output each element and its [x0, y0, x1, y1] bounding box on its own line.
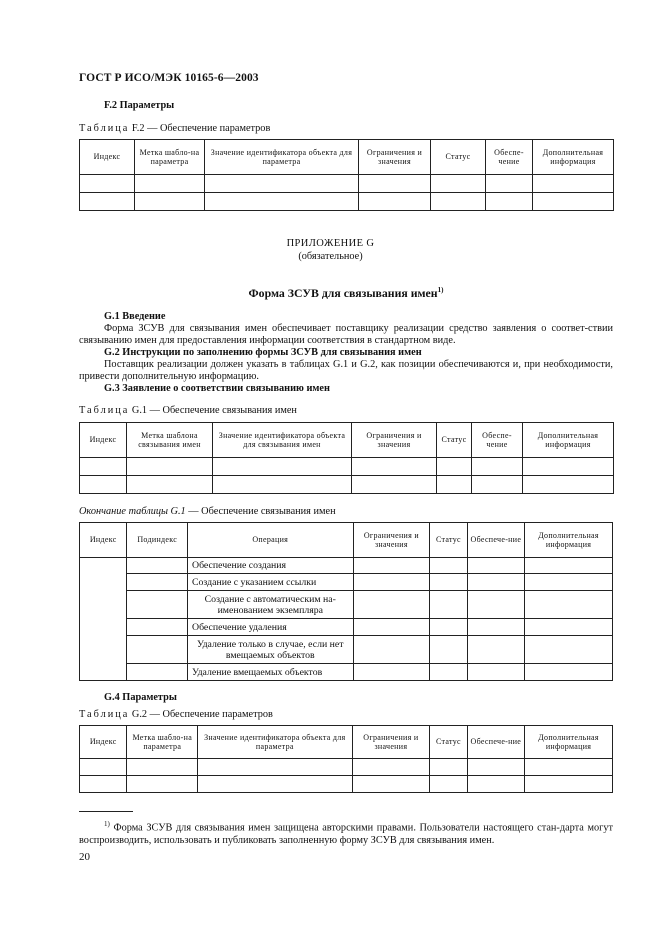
col-header: Дополнительная информация: [523, 423, 614, 458]
footnote-text: Форма ЗСУВ для связывания имен защищена авторскими правами. Пользователи настоящего стан-дарта могут воспроизводить, использовать и публиковать заполненную форму ЗСУВ для связывания имен.: [79, 822, 613, 846]
table-cell[interactable]: [467, 776, 525, 793]
table-cell[interactable]: [467, 574, 525, 591]
table-cell[interactable]: [127, 636, 188, 664]
table-cell[interactable]: [135, 193, 205, 211]
table-cell[interactable]: [353, 591, 430, 619]
table-cell[interactable]: [472, 458, 523, 476]
table-cell[interactable]: [127, 759, 198, 776]
table-cell[interactable]: [80, 458, 127, 476]
col-header: Индекс: [80, 140, 135, 175]
table-cell[interactable]: [430, 591, 467, 619]
col-header: Метка шабло-на параметра: [127, 726, 198, 759]
table-cell[interactable]: [467, 591, 525, 619]
col-header: Метка шаблона связывания имен: [127, 423, 213, 458]
form-title: [0, 286, 661, 301]
table-cell[interactable]: [127, 574, 188, 591]
table-row: [80, 175, 614, 193]
col-header: Статус: [430, 523, 467, 558]
table-cell[interactable]: [127, 591, 188, 619]
table-header-row: [80, 523, 613, 558]
col-header: Метка шабло-на параметра: [135, 140, 205, 175]
table-cell[interactable]: [525, 636, 613, 664]
table-cell[interactable]: [213, 476, 352, 494]
operation-cell: Удаление только в случае, если нет вмещаемых объектов: [188, 636, 354, 664]
col-header: Дополнительная информация: [533, 140, 614, 175]
col-header: Индекс: [80, 726, 127, 759]
table-cell[interactable]: [486, 193, 533, 211]
table-cell[interactable]: [467, 636, 525, 664]
table-cell[interactable]: [80, 193, 135, 211]
col-header: Индекс: [80, 423, 127, 458]
table-cell[interactable]: [127, 558, 188, 574]
table-cell[interactable]: [525, 664, 613, 681]
table-row: [80, 476, 614, 494]
col-header: Ограничения и значения: [352, 423, 437, 458]
caption-prefix: Таблица: [79, 405, 130, 416]
table-cell[interactable]: [430, 664, 467, 681]
table-g2-caption: [79, 709, 273, 720]
table-cell[interactable]: [353, 574, 430, 591]
table-cell[interactable]: [353, 558, 430, 574]
table-cell[interactable]: [525, 591, 613, 619]
table-cell[interactable]: [127, 458, 213, 476]
footnote-ref[interactable]: 1): [437, 286, 444, 295]
table-cell[interactable]: [437, 458, 472, 476]
operation-cell: Создание с указанием ссылки: [188, 574, 354, 591]
table-cell[interactable]: [431, 175, 486, 193]
annex-title: ПРИЛОЖЕНИЕ G: [286, 238, 375, 249]
footnote: [79, 818, 613, 847]
table-cell[interactable]: [127, 476, 213, 494]
table-row: [80, 664, 613, 681]
col-header: Ограничения и значения: [359, 140, 431, 175]
col-header: Обеспече-ние: [467, 523, 525, 558]
col-header: Индекс: [80, 523, 127, 558]
table-cell[interactable]: [352, 458, 437, 476]
section-g2-text: Поставщик реализации должен указать в таблицах G.1 и G.2, как позиции обеспечиваются и, при необходимости, привести дополнительную информацию.: [79, 359, 613, 382]
table-g1-continuation-caption: [79, 506, 336, 517]
table-cell[interactable]: [467, 619, 525, 636]
caption-text: F.2 — Обеспечение параметров: [129, 123, 271, 134]
table-row: [80, 759, 613, 776]
table-cell[interactable]: [352, 759, 430, 776]
caption-prefix: Таблица: [79, 123, 130, 134]
page-number: 20: [79, 851, 90, 863]
col-header: Статус: [437, 423, 472, 458]
table-cell[interactable]: [467, 664, 525, 681]
section-g1-text: Форма ЗСУВ для связывания имен обеспечивает поставщику реализации средство заявления о соответ-ствии связыванию имен для предоставления информации соответствия в стандартном виде.: [79, 323, 613, 346]
table-row: [80, 776, 613, 793]
table-row: [80, 558, 613, 574]
caption-text: — Обеспечение связывания имен: [185, 506, 336, 517]
caption-italic: Окончание таблицы G.1: [79, 506, 186, 517]
footnote-mark: 1): [104, 820, 110, 828]
table-cell[interactable]: [353, 636, 430, 664]
table-cell[interactable]: [430, 574, 467, 591]
table-cell[interactable]: [127, 776, 198, 793]
col-header: Дополнительная информация: [525, 726, 613, 759]
table-cell[interactable]: [525, 759, 613, 776]
table-cell[interactable]: [205, 193, 359, 211]
table-cell[interactable]: [127, 619, 188, 636]
footnote-divider: [79, 811, 133, 812]
table-header-row: [80, 140, 614, 175]
table-f2-caption: [79, 123, 270, 134]
col-header: Дополнительная информация: [525, 523, 613, 558]
table-cell[interactable]: [430, 558, 467, 574]
col-header: Ограничения и значения: [352, 726, 430, 759]
table-row: [80, 458, 614, 476]
table-cell[interactable]: [533, 193, 614, 211]
col-header: Обеспече-ние: [467, 726, 525, 759]
table-cell[interactable]: [353, 619, 430, 636]
table-cell[interactable]: [430, 636, 467, 664]
section-g1-heading: G.1 Введение: [104, 311, 166, 322]
table-g1: [79, 422, 614, 494]
section-g4-heading: G.4 Параметры: [104, 692, 177, 703]
operation-cell: Обеспечение создания: [188, 558, 354, 574]
table-row: [80, 591, 613, 619]
caption-prefix: Таблица: [79, 709, 130, 720]
section-g3-heading: G.3 Заявление о соответствии связыванию имен: [104, 383, 330, 394]
table-cell[interactable]: [359, 193, 431, 211]
document-header: ГОСТ Р ИСО/МЭК 10165-6—2003: [79, 72, 259, 84]
table-cell[interactable]: [467, 558, 525, 574]
caption-text: G.2 — Обеспечение параметров: [129, 709, 273, 720]
table-cell[interactable]: [467, 759, 525, 776]
col-header: Статус: [430, 726, 467, 759]
table-cell[interactable]: [430, 759, 467, 776]
table-cell[interactable]: [523, 476, 614, 494]
table-cell[interactable]: [437, 476, 472, 494]
table-cell[interactable]: [135, 175, 205, 193]
table-cell[interactable]: [198, 776, 352, 793]
table-cell[interactable]: [198, 759, 352, 776]
table-header-row: [80, 726, 613, 759]
table-cell[interactable]: [525, 558, 613, 574]
table-g2: [79, 725, 613, 793]
caption-text: G.1 — Обеспечение связывания имен: [129, 405, 297, 416]
table-cell[interactable]: [525, 619, 613, 636]
col-header: Ограничения и значения: [353, 523, 430, 558]
table-cell[interactable]: [486, 175, 533, 193]
form-title-text: Форма ЗСУВ для связывания имен: [248, 286, 438, 300]
section-g2-heading: G.2 Инструкции по заполнению формы ЗСУВ для связывания имен: [104, 347, 422, 358]
table-g1-caption: [79, 405, 297, 416]
col-header: Обеспе-чение: [486, 140, 533, 175]
col-header: Значение идентификатора объекта для связывания имен: [213, 423, 352, 458]
table-cell[interactable]: [80, 776, 127, 793]
table-cell[interactable]: [430, 619, 467, 636]
table-cell[interactable]: [359, 175, 431, 193]
operation-cell: Удаление вмещаемых объектов: [188, 664, 354, 681]
table-cell[interactable]: [80, 759, 127, 776]
table-cell[interactable]: [205, 175, 359, 193]
table-cell[interactable]: [80, 476, 127, 494]
table-cell[interactable]: [352, 476, 437, 494]
table-cell[interactable]: [525, 776, 613, 793]
table-cell[interactable]: [430, 776, 467, 793]
section-f2-heading: F.2 Параметры: [104, 100, 175, 111]
table-f2: [79, 139, 614, 211]
col-header: Операция: [188, 523, 354, 558]
table-cell[interactable]: [533, 175, 614, 193]
table-cell[interactable]: [352, 776, 430, 793]
table-row: [80, 193, 614, 211]
col-header: Подиндекс: [127, 523, 188, 558]
table-row: [80, 636, 613, 664]
table-cell-index[interactable]: [80, 558, 127, 681]
table-row: [80, 574, 613, 591]
table-g1-continuation: [79, 522, 613, 681]
col-header: Значение идентификатора объекта для параметра: [198, 726, 352, 759]
table-cell[interactable]: [431, 193, 486, 211]
table-cell[interactable]: [353, 664, 430, 681]
table-row: [80, 619, 613, 636]
table-cell[interactable]: [525, 574, 613, 591]
operation-cell: Обеспечение удаления: [188, 619, 354, 636]
table-cell[interactable]: [472, 476, 523, 494]
table-cell[interactable]: [127, 664, 188, 681]
col-header: Статус: [431, 140, 486, 175]
table-header-row: [80, 423, 614, 458]
table-cell[interactable]: [80, 175, 135, 193]
operation-cell: Создание с автоматическим на-именованием экземпляра: [188, 591, 354, 619]
table-cell[interactable]: [523, 458, 614, 476]
table-cell[interactable]: [213, 458, 352, 476]
col-header: Значение идентификатора объекта для параметра: [205, 140, 359, 175]
col-header: Обеспе-чение: [472, 423, 523, 458]
annex-subtitle: (обязательное): [298, 251, 363, 262]
